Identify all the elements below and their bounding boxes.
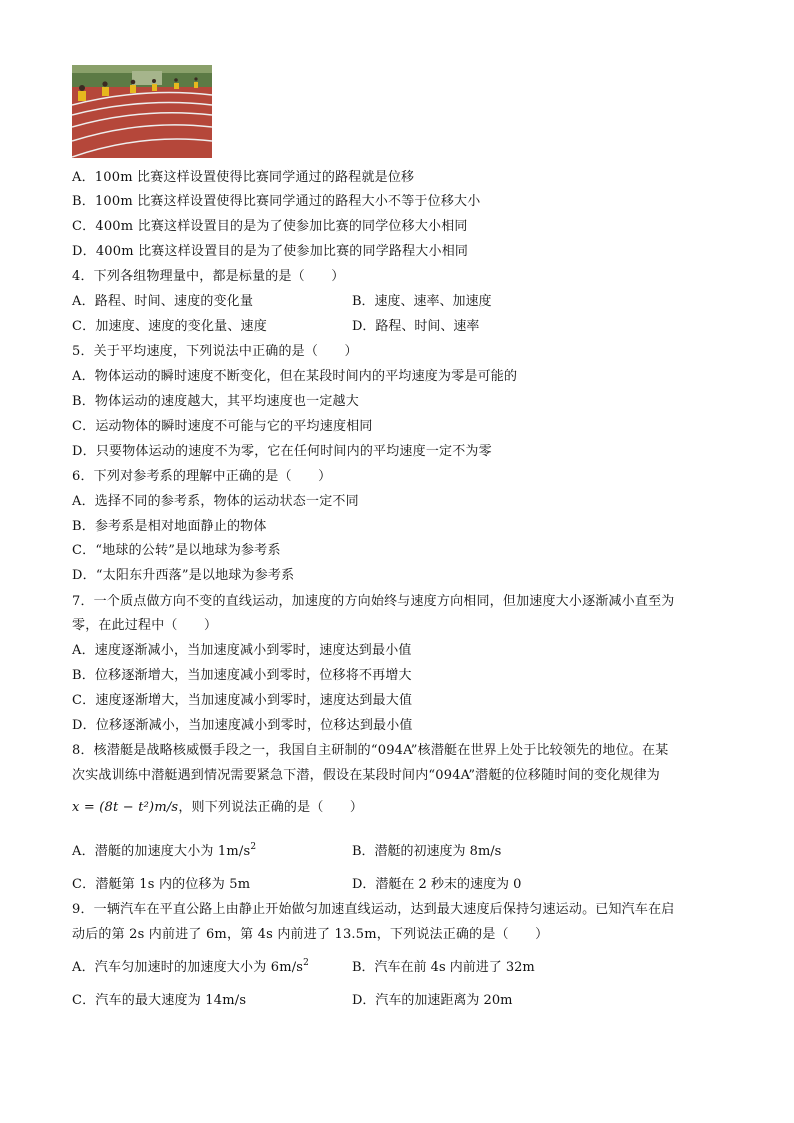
q6-option-a: A．选择不同的参考系，物体的运动状态一定不同	[72, 494, 359, 509]
q5-option-b: B．物体运动的速度越大，其平均速度也一定越大	[72, 394, 359, 409]
q9-option-b: B．汽车在前 4s 内前进了 32m	[352, 960, 535, 975]
q9-stem-line2: 动后的第 2s 内前进了 6m，第 4s 内前进了 13.5m，下列说法正确的是（ ）	[72, 927, 549, 942]
running-track-image	[72, 65, 212, 158]
q9-option-a	[72, 959, 309, 977]
q9-option-a-superscript: 2	[303, 958, 310, 968]
q6-stem: 6．下列对参考系的理解中正确的是（ ）	[72, 469, 332, 484]
q3-option-a: A．100m 比赛这样设置使得比赛同学通过的路程就是位移	[72, 170, 415, 185]
q7-option-a: A．速度逐渐减小，当加速度减小到零时，速度达到最小值	[72, 643, 412, 658]
q3-option-d: D．400m 比赛这样设置目的是为了使参加比赛的同学路程大小相同	[72, 244, 469, 259]
q8-option-a	[72, 843, 256, 861]
q9-option-d: D．汽车的加速距离为 20m	[352, 993, 513, 1008]
q9-option-a-text: A．汽车匀加速时的加速度大小为 6m/s	[72, 960, 304, 975]
q5-option-a: A．物体运动的瞬时速度不断变化，但在某段时间内的平均速度为零是可能的	[72, 369, 518, 384]
q8-option-d: D．潜艇在 2 秒末的速度为 0	[352, 877, 522, 892]
q8-formula: x = (8t − t²)m/s	[72, 800, 179, 815]
q6-option-b: B．参考系是相对地面静止的物体	[72, 519, 267, 534]
q8-option-a-text: A．潜艇的加速度大小为 1m/s	[72, 844, 251, 859]
q7-option-b: B．位移逐渐增大，当加速度减小到零时，位移将不再增大	[72, 668, 412, 683]
q7-option-d: D．位移逐渐减小，当加速度减小到零时，位移达到最小值	[72, 718, 413, 733]
q8-option-a-superscript: 2	[250, 842, 257, 852]
q6-option-d: D．“太阳东升西落”是以地球为参考系	[72, 568, 295, 583]
q9-stem-line1: 9．一辆汽车在平直公路上由静止开始做匀加速直线运动，达到最大速度后保持匀速运动。已知汽车在启	[72, 902, 675, 917]
q4-option-b: B．速度、速率、加速度	[352, 294, 492, 309]
q7-stem-line2: 零，在此过程中（ ）	[72, 618, 218, 633]
q3-option-b: B．100m 比赛这样设置使得比赛同学通过的路程大小不等于位移大小	[72, 194, 481, 209]
running-track-photo	[72, 65, 212, 158]
q8-option-b: B．潜艇的初速度为 8m/s	[352, 844, 502, 859]
q5-stem: 5．关于平均速度，下列说法中正确的是（ ）	[72, 344, 358, 359]
q4-option-a: A．路程、时间、速度的变化量	[72, 294, 254, 309]
q8-stem-line2: 次实战训练中潜艇遇到情况需要紧急下潜，假设在某段时间内“094A”潜艇的位移随时间的变化规律为	[72, 768, 660, 783]
q7-option-c: C．速度逐渐增大，当加速度减小到零时，速度达到最大值	[72, 693, 413, 708]
q8-stem-tail: ，则下列说法正确的是（ ）	[178, 800, 364, 815]
q4-stem: 4．下列各组物理量中，都是标量的是（ ）	[72, 269, 345, 284]
q5-option-c: C．运动物体的瞬时速度不可能与它的平均速度相同	[72, 419, 373, 434]
q4-option-c: C．加速度、速度的变化量、速度	[72, 319, 267, 334]
q6-option-c: C．“地球的公转”是以地球为参考系	[72, 543, 281, 558]
q8-stem-line1: 8．核潜艇是战略核威慑手段之一，我国自主研制的“094A”核潜艇在世界上处于比较领先的地位。在某	[72, 743, 669, 758]
q8-option-c: C．潜艇第 1s 内的位移为 5m	[72, 877, 251, 892]
q3-option-c: C．400m 比赛这样设置目的是为了使参加比赛的同学位移大小相同	[72, 219, 468, 234]
q4-option-d: D．路程、时间、速率	[352, 319, 480, 334]
q8-stem-line3	[72, 799, 363, 817]
q9-option-c: C．汽车的最大速度为 14m/s	[72, 993, 247, 1008]
q7-stem-line1: 7．一个质点做方向不变的直线运动，加速度的方向始终与速度方向相同，但加速度大小逐渐减小直至为	[72, 594, 675, 609]
q5-option-d: D．只要物体运动的速度不为零，它在任何时间内的平均速度一定不为零	[72, 444, 492, 459]
